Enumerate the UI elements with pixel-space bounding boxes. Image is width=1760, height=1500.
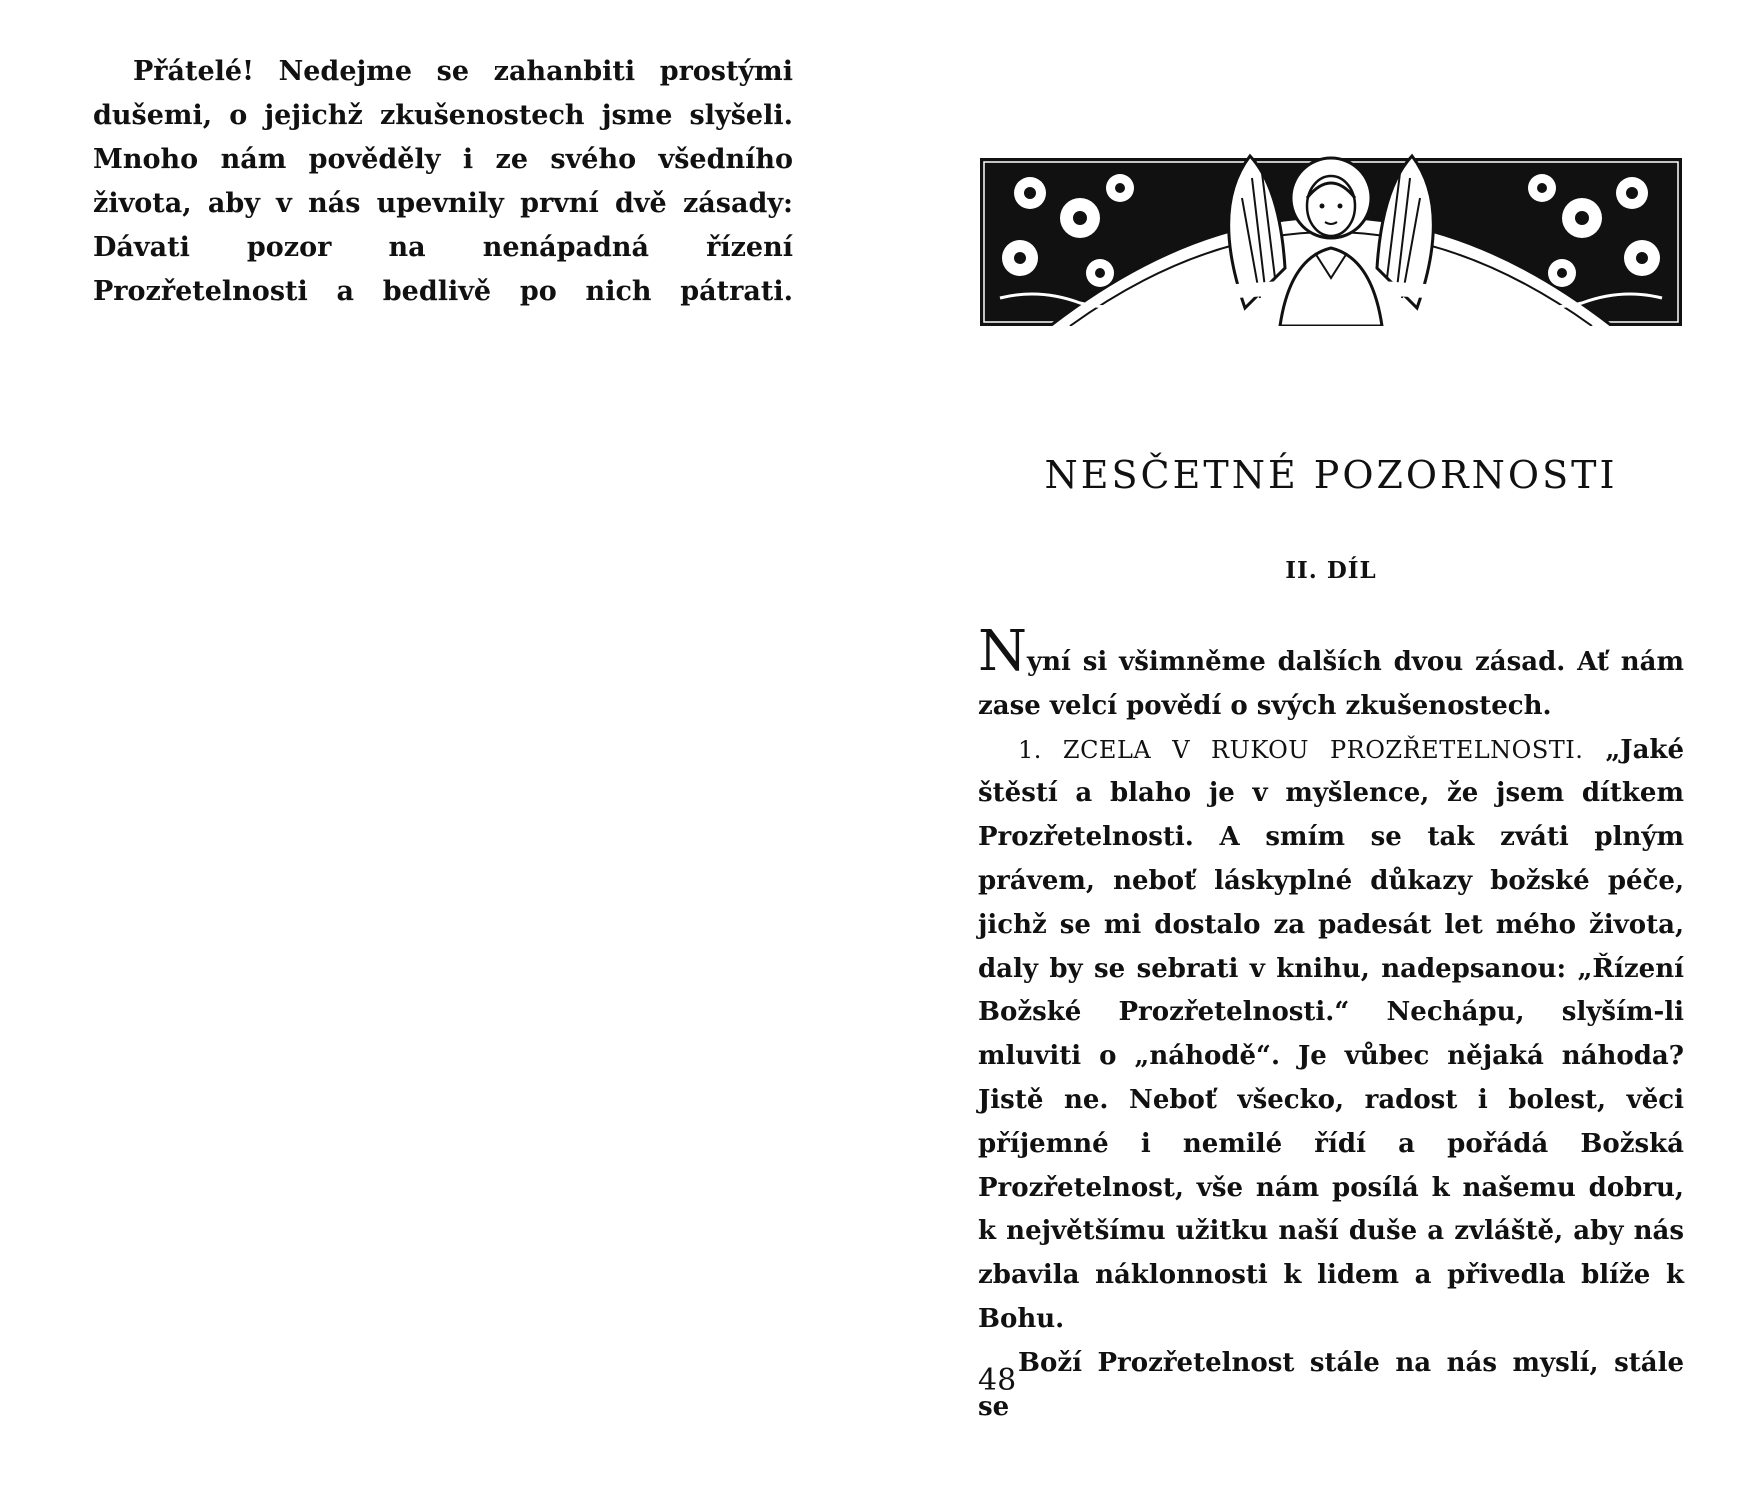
left-paragraph: Přátelé! Nedejme se zahanbiti prostými dušemi, o jejichž zkušenostech jsme slyšeli. Mnoho nám pověděly i ze svého všedního života, aby v nás upevnily první dvě zásady: Dávati pozor na nenápadná řízení Prozřetelnosti a bedlivě po nich pátrati. (93, 56, 793, 307)
last-paragraph: Boží Prozřetelnost stále na nás myslí, stále se (978, 1347, 1684, 1422)
section-heading: 1. ZCELA V RUKOU PROZŘETELNOSTI. (1018, 735, 1584, 764)
body-text (978, 619, 1684, 1429)
chapter-title: NESČETNÉ POZORNOSTI (1044, 453, 1618, 497)
section-paragraph (978, 729, 1684, 1342)
part-label: II. DÍL (1285, 557, 1377, 584)
angel-ornament-icon (980, 148, 1682, 326)
intro-paragraph: Nyní si všimněme dalších dvou zásad. Ať nám zase velcí povědí o svých zkušenostech. (978, 619, 1684, 721)
page-number: 48 (978, 1363, 1017, 1398)
right-page (880, 0, 1760, 1500)
section-text: „Jaké štěstí a blaho je v myšlence, že jsem dítkem Prozřetelnosti. A smím se tak zváti plným právem, neboť láskyplné důkazy božské péče, jichž se mi dostalo za padesát let mého života, daly by se sebrati v knihu, nadepsanou: „Řízení Božské Prozřetelnosti.“ Nechápu, slyším-li mluviti o „náhodě“. Je vůbec nějaká náhoda? Jistě ne. Neboť všecko, radost i bolest, věci příjemné i nemilé řídí a pořádá Božská Prozřetelnost, vše nám posílá k našemu dobru, k největšímu užitku naší duše a zvláště, aby nás zbavila náklonnosti k lidem a přivedla blíže k Bohu. (978, 734, 1684, 1334)
